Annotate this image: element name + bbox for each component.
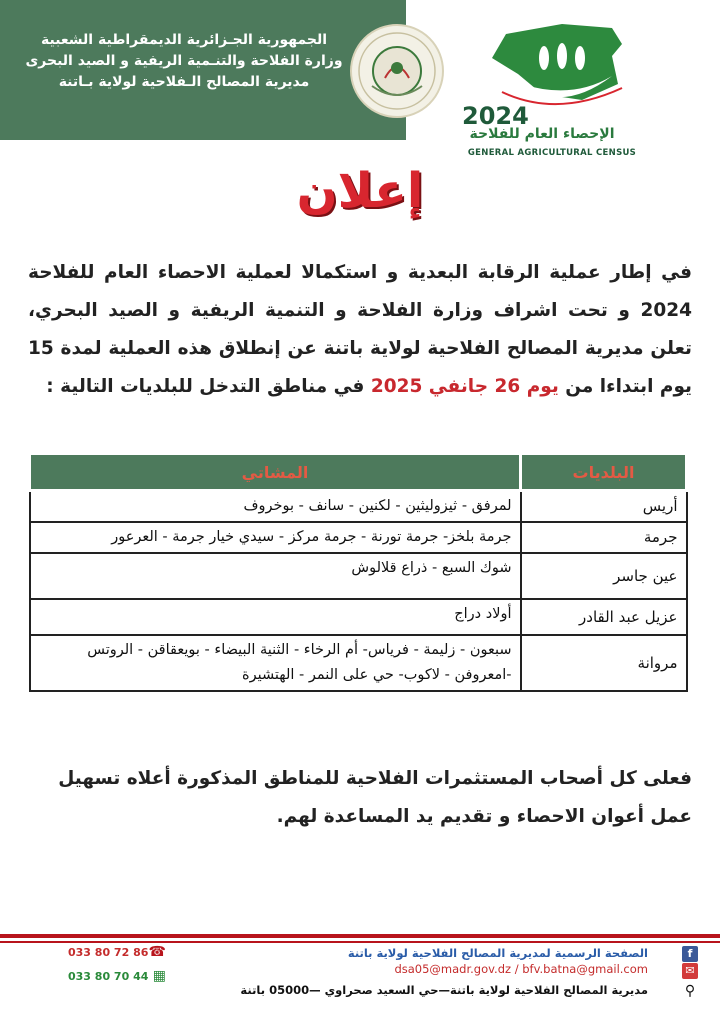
header-line-republic: الجمهورية الجـزائرية الديمقراطية الشعبية (40, 32, 327, 48)
announcement-intro (28, 254, 692, 406)
table-row (30, 635, 687, 691)
intro-text-start: في إطار عملية الرقابة البعدية و استكمالا لعملية الاحصاء العام للفلاحة 2024 و تحت اشراف وزارة الفلاحة و التنمية الريفية و الصيد البحري، تعلن مديرية المصالح الفلاحية لولاية باتنة عن إنطلاق هذه العملية لمدة 15 يوم ابتداءا من (28, 262, 692, 397)
header-line-directorate: مديرية المصالح الـفلاحية لولاية بـاتنة (58, 74, 310, 90)
villages-cell: أولاد دراج (30, 599, 521, 635)
facebook-page-link[interactable]: الصفحة الرسمية لمديرية المصالح الفلاحية لولاية باتنة (347, 946, 648, 960)
census-english-name: GENERAL AGRICULTURAL CENSUS (467, 148, 637, 158)
header-line-ministry: وزارة الفلاحة والتنـمية الريفية و الصيد البحرى (25, 53, 343, 69)
villages-cell: شوك السبع - ذراع قلالوش (30, 553, 521, 599)
municipality-cell: أريس (521, 491, 687, 523)
municipalities-table (28, 452, 688, 692)
mail-icon[interactable]: ✉ (682, 963, 698, 979)
municipality-cell: عين جاسر (521, 553, 687, 599)
footer-divider (0, 934, 720, 938)
ministry-text (24, 30, 344, 93)
municipality-cell: عزيل عبد القادر (521, 599, 687, 635)
email-addresses[interactable]: dsa05@madr.gov.dz / bfv.batna@gmail.com (394, 962, 648, 976)
table-header-row (30, 454, 687, 491)
closing-paragraph: فعلى كل أصحاب المستثمرات الفلاحية للمناطق المذكورة أعلاه تسهيل عمل أعوان الاحصاء و تقديم يد المساعدة لهم. (58, 768, 692, 827)
municipality-cell: مروانة (521, 635, 687, 691)
villages-cell: جرمة بلخز- جرمة تورنة - جرمة مركز - سيدي خيار جرمة - العرعور (30, 522, 521, 553)
phone-icon: ☎ (148, 944, 166, 960)
census-logo (462, 14, 642, 164)
location-icon: ⚲ (684, 983, 696, 999)
algeria-map-icon (462, 14, 642, 109)
postal-address: مديرية المصالح الفلاحية لولاية باتنة—حي السعيد صحراوي —05000 باتنة (240, 983, 648, 997)
phone-number[interactable]: 033 80 72 86 (68, 946, 149, 959)
header-municipality: البلديات (521, 454, 687, 491)
header-villages: المشاتي (30, 454, 521, 491)
ministry-header (0, 0, 406, 140)
fax-number: 033 80 70 44 (68, 970, 149, 983)
table-row (30, 599, 687, 635)
facebook-icon[interactable]: f (682, 946, 698, 962)
start-date: يوم 26 جانفي 2025 (370, 376, 559, 397)
table-row (30, 491, 687, 523)
intro-text-end: في مناطق التدخل للبلديات التالية : (46, 376, 371, 397)
table-row (30, 522, 687, 553)
announcement-title: إعلان (296, 163, 424, 219)
census-arabic-name: الإحصاء العام للفلاحة (469, 126, 615, 142)
villages-cell: سبعون - زليمة - فرياس- أم الرخاء - الثنية البيضاء - بويعقاقن - الروتس -امعروفن - لاكوب- حي على النمر - الهتشيرة (30, 635, 521, 691)
villages-cell: لمرفق - ثيزوليثين - لكنين - سانف - بوخروف (30, 491, 521, 523)
fax-icon: ▦ (152, 968, 166, 984)
state-seal-emblem (350, 24, 444, 118)
municipality-cell: جرمة (521, 522, 687, 553)
footer-divider-thin (0, 941, 720, 943)
table-row (30, 553, 687, 599)
census-year: 2024 (462, 102, 529, 130)
